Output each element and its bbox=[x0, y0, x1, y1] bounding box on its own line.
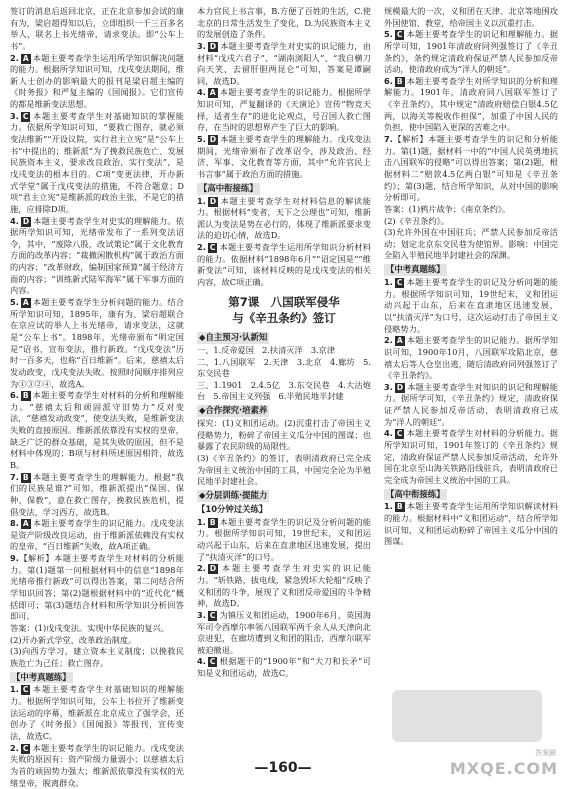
paragraph-text: 为镇压义和团运动，1900年6月，英国海军司令西摩尔率领八国联军两千余人从天津向北京进犯，在廊坊遭到义和团的阻击，西摩尔联军被迫撤退。 bbox=[197, 609, 371, 655]
answer-letter-badge: D bbox=[209, 196, 217, 206]
answer-paragraph bbox=[384, 428, 558, 486]
answer-letter-badge: D bbox=[396, 382, 404, 392]
answer-paragraph bbox=[384, 216, 558, 228]
answer-paragraph bbox=[384, 227, 558, 262]
answer-paragraph bbox=[10, 646, 184, 669]
answer-paragraph bbox=[197, 345, 371, 357]
question-number: 1. bbox=[197, 516, 206, 527]
answer-paragraph bbox=[197, 517, 371, 564]
paragraph-text: 本题主要考查学生的理解能力。根据“我们的民族是谁?”可知，维新派提出“保国、保种、保教”，意在救亡图存，挽救民族危机，提倡变法，学习西方，故选B。 bbox=[10, 471, 184, 517]
question-number: 6. bbox=[384, 75, 393, 86]
answer-letter-badge: D bbox=[209, 564, 217, 574]
question-number: 4. bbox=[10, 215, 19, 226]
paragraph-text: 本题主要考查学生对材料信息的解读能力。根据材料“变者，天下之公理也”可知，维新派认为变法是势在必行的，体现了维新派要求变法的迫切心情，故选D。 bbox=[197, 195, 371, 241]
paragraph-text: 二、1.八国联军 2.天津 3.北京 4.廊坊 5.东交民巷 bbox=[197, 356, 371, 379]
paragraph-text: 本题主要考查学生对史实的识记能力。“斩铁路，拔电线，紧急毁坏大轮船”反映了义和团的斗争，展现了义和团反帝爱国的斗争精神，故选D。 bbox=[197, 563, 371, 609]
paragraph-text: 本题主要考查学生对材料的分析和理解能力。“慈禧太后和顽固派守旧势力”反对变法，“慈禧发动政变”，使变法失败，是维新变法失败的直接原因。维新派依靠没有实权的皇帝，缺乏广泛的群众基础，是其失败的原因，但不是材料中体现的；B项与材料所述原因相符，故选B。 bbox=[10, 390, 184, 470]
answer-letter-badge: C bbox=[396, 429, 403, 439]
answer-paragraph bbox=[384, 76, 558, 134]
answer-paragraph bbox=[197, 242, 371, 289]
paragraph-text: 本题主要考查学生运用所学知识解读材料的能力。根据材料中“义和团运动”，结合所学知识可知，义和团运动粉碎了帝国主义瓜分中国的图谋。 bbox=[384, 501, 558, 547]
answer-letter-badge: B bbox=[22, 472, 29, 482]
paragraph-text: 本题主要考查学生的识记和理解能力。据所学可知，1901年清政府同列强签订了《辛丑条约》，条约规定清政府保证严禁人民参加反帝活动，使清政府成为“洋人的朝廷”。 bbox=[384, 29, 558, 75]
question-number: 3. bbox=[197, 609, 206, 620]
answer-letter-badge: B bbox=[209, 517, 216, 527]
question-number: 7. bbox=[10, 471, 19, 482]
answer-paragraph bbox=[10, 6, 184, 53]
answer-paragraph bbox=[197, 41, 371, 88]
paragraph-text: 本题主要考查学生的理解能力。戊戌变法期间，光绪帝颁布了改革诏令，涉及政治、经济、军事、文化教育等方面，其中“允许官民上书言事”属于政治方面的措施。 bbox=[197, 134, 371, 179]
paragraph-text: 本题主要考查学生的识记能力。据所学知识可知，1900年10月，八国联军攻陷北京，慈禧太后等人仓皇出逃，随后清政府同列强签订了《辛丑条约》。 bbox=[384, 335, 558, 381]
paragraph-text: 根据题干的“1900年”和“大刀和长矛”可知是义和团运动，故选C。 bbox=[197, 656, 371, 679]
paragraph-text: (3)向西方学习，建立资本主义制度；以挽救民族危亡为己任；救亡图存。 bbox=[10, 646, 184, 668]
answer-paragraph bbox=[384, 277, 558, 335]
question-number: 4. bbox=[197, 656, 206, 667]
answer-paragraph bbox=[10, 111, 184, 216]
paragraph-text: 答案：(1)鸦片战争；《南京条约》。 bbox=[384, 203, 511, 214]
paragraph-text: 本题主要考查学生对基础知识的理解能力。根据所学知识可知，公车上书拉开了维新变法运动的序幕，维新派在北京成立了强学会，还创办了《时务报》《国闻报》等报刊，宣传变法，故选C。 bbox=[10, 684, 184, 741]
watermark-subtitle: 答案圈 bbox=[535, 749, 556, 757]
watermark-logo: MXQE.COM bbox=[449, 759, 558, 778]
answer-paragraph bbox=[197, 453, 371, 488]
paragraph-text: 本题主要考查学生的识记能力。戊戌变法是资产阶级改良运动，由于维新派依赖没有实权的皇帝，“百日维新”失败，故A项正确。 bbox=[10, 518, 184, 552]
question-number: 1. bbox=[384, 501, 393, 512]
paragraph-text: 本题主要考查学生的识记及分析问题的能力。根据所学知识可知，19世纪末，义和团运动兴起于山东，后来在直隶地区迅速发展，提出了“扶清灭洋”的口号。 bbox=[197, 516, 371, 562]
paragraph-text: (2)《辛丑条约》。 bbox=[384, 215, 449, 226]
answer-letter-badge: C bbox=[22, 685, 29, 695]
question-number: 8. bbox=[10, 518, 19, 529]
paragraph-text: 本题主要考查学生的识记能力。根据所学知识可知，严复翻译的《天演论》宣传“物竞天择，适者生存”的进化论观点，号召国人救亡图存，在当时的思想界产生了巨大的影响。 bbox=[197, 87, 371, 133]
answer-paragraph bbox=[10, 684, 184, 742]
paragraph-text: 本题主要考查学生运用所学知识分析材料的能力。依据材料“1898年6月”“诏定国是”“维新变法”可知，该材料反映的是戊戌变法的相关内容，故C项正确。 bbox=[197, 242, 371, 288]
paragraph-text: 本题主要考查学生对材料的分析能力。据所学知识可知，1901年签订的《辛丑条约》规定，清政府保证严禁人民参加反帝活动，允许外国在北京至山海关铁路沿线驻兵，表明清政府已完全成为帝国主义统治中国的工具。 bbox=[384, 428, 558, 485]
question-number: 1. bbox=[197, 195, 206, 206]
paragraph-text: 探究：(1)义和团运动。(2)沉重打击了帝国主义侵略势力，粉碎了帝国主义瓜分中国的图谋；也暴露了农民阶级的局限性。 bbox=[197, 418, 371, 452]
column-left bbox=[10, 6, 184, 788]
question-number: 3. bbox=[197, 40, 206, 51]
answer-paragraph bbox=[197, 418, 371, 453]
paragraph-text: 答案：(1)戊戌变法。实现中华民族的复兴。 bbox=[10, 622, 169, 633]
answer-letter-badge: D bbox=[209, 135, 217, 145]
question-number: 5. bbox=[10, 297, 19, 308]
question-number: 4. bbox=[197, 87, 206, 98]
section-header: 【高中衔接练】 bbox=[199, 182, 258, 193]
question-number: 2. bbox=[384, 335, 393, 346]
paragraph-text: 三、1.1901 2.4.5亿 3.东交民巷 4.大沽炮台 5.帝国主义列强 6.半殖民地半封建 bbox=[197, 379, 371, 402]
answer-letter-badge: C bbox=[209, 243, 216, 253]
section-header: 【中考真题练】 bbox=[386, 264, 445, 275]
answer-letter-badge: C bbox=[22, 111, 29, 121]
paragraph-text: (3)允许外国在中国驻兵；严禁人民参加反帝活动；划定北京东交民巷为使馆界。影响：中国完全陷入半殖民地半封建社会的深渊。 bbox=[384, 227, 558, 261]
answer-paragraph bbox=[10, 390, 184, 471]
paragraph-text: 本题主要考查学生的识记能力。戊戌变法失败的原因有：资产阶级力量弱小；以慈禧太后为首的顽固势力强大；维新派依靠没有实权的光绪皇帝，脱离群众。 bbox=[10, 742, 184, 788]
answer-letter-badge: A bbox=[22, 298, 29, 308]
paragraph-text: 本题主要考查学生对所学知识的分析和理解能力。1901年，清政府同八国联军签订了《辛丑条约》，其中规定“清政府赔偿白银4.5亿两，以海关等税收作担保”，加重了中国人民的负担，使中国陷入更深的苦难之中。 bbox=[384, 75, 558, 133]
paragraph-text: 本题主要考查学生对知识的识记和理解能力。据所学可知，《辛丑条约》规定，清政府保证严禁人民参加反帝活动，表明清政府已成为“洋人的朝廷”。 bbox=[384, 381, 558, 427]
answer-letter-badge: C bbox=[396, 30, 403, 40]
answer-paragraph bbox=[10, 297, 184, 390]
paragraph-text: 本题主要考查学生对史实的理解能力。依据所学知识可知，光绪帝发布了一系列变法诏令，其中，“废除八股，改试策论”属于文化教育方面的改革内容；“裁撤闲散机构”属于政治方面的内容；“改革财政，编制国家预算”属于经济方面的内容；“训练新式陆军海军”属于军事方面的内容。 bbox=[10, 215, 184, 296]
section-header: 【高中衔接练】 bbox=[386, 488, 445, 499]
answer-letter-badge: A bbox=[22, 519, 29, 529]
question-number: 6. bbox=[10, 390, 19, 401]
paragraph-text: (2)开办新式学堂，改革政治制度。 bbox=[10, 634, 137, 645]
chapter-title: 第7课 八国联军侵华 与《辛丑条约》签订 bbox=[228, 294, 340, 326]
answer-letter-badge: B bbox=[22, 391, 29, 401]
paragraph-text: 本题主要考查学生对基础知识的掌握能力。依据所学知识可知，“要救亡图存，就必须变法维新”“开设议院，实行君主立宪”是“公车上书”中提出的；维新派“为了挽救民族危亡、发展民族资本主义，要求改良政治，实行变法”，是戊戌变法的根本目的。C项“变更法律，开办新式学堂”属于戊戌变法的措施，不符合题意；D项“君主立宪”是维新派的政治主张，不是它的措施，应排除D项。 bbox=[10, 110, 184, 214]
section-header: ◆合作探究·培素养 bbox=[199, 405, 268, 416]
answer-paragraph bbox=[197, 6, 371, 41]
answer-paragraph bbox=[197, 563, 371, 610]
watermark-stamp bbox=[392, 690, 542, 742]
question-number: 5. bbox=[384, 29, 393, 40]
answer-letter-badge: C bbox=[209, 657, 216, 667]
answer-letter-badge: B bbox=[396, 502, 403, 512]
answer-paragraph bbox=[197, 380, 371, 403]
answer-paragraph bbox=[10, 635, 184, 647]
answer-paragraph bbox=[197, 87, 371, 134]
paragraph-text: 【解析】本题主要考查学生对材料的分析能力。第(1)题第一问根据材料中的信息“1898年光绪帝推行新政”可以得出答案，第二问结合所学知识回答；第(2)题根据材料中的“近代化”概括即可；第(3)题结合材料和所学知识分析回答即可。 bbox=[10, 553, 184, 622]
answer-paragraph bbox=[384, 382, 558, 429]
answer-letter-badge: D bbox=[22, 216, 30, 226]
answer-paragraph bbox=[10, 518, 184, 553]
paragraph-text: 本题主要考查学生的识记及分析问题的能力。根据所学知识可知，19世纪末，义和团运动兴起于山东，后来在直隶地区迅速发展，以“扶清灭洋”为口号，这次运动打击了帝国主义侵略势力。 bbox=[384, 277, 558, 334]
question-number: 9. bbox=[10, 553, 19, 564]
answer-paragraph bbox=[10, 472, 184, 519]
paragraph-text: 本题主要考查学生运用所学知识解决问题的能力。根据所学知识可知，戊戌变法期间，维新人士创办的影响最大的报刊是梁启超主编的《时务报》和严复主编的《国闻报》。它们宣传的都是维新变法思想。 bbox=[10, 52, 184, 110]
paragraph-text: 一、1.反帝爱国 2.扶清灭洋 3.京津 bbox=[197, 344, 336, 355]
paragraph-text: 本力官民上书言事，B.方便了百姓的生活，C.使北京的日常生活发生了变化，D.为民族资本主义的发展创造了条件。 bbox=[197, 6, 371, 40]
column-right bbox=[384, 6, 558, 754]
answer-letter-badge: A bbox=[396, 336, 403, 346]
paragraph-text: 【解析】本题主要考查学生的识记和分析能力。第(1)题，据材料一中的“中国人民英勇地抗击八国联军的侵略”可以得出答案；第(2)题，根据材料二“赔款4.5亿两白银”可知是《辛丑条约》；第(3)题，结合所学知识，从对中国的影响分析即可。 bbox=[384, 134, 558, 203]
answer-letter-badge: B bbox=[396, 76, 403, 86]
question-number: 7. bbox=[384, 134, 393, 145]
answer-letter-badge: A bbox=[209, 88, 216, 98]
column-middle bbox=[197, 6, 371, 754]
question-number: 3. bbox=[10, 110, 19, 121]
paragraph-text: 规模最大的一次，义和团在天津、北京等地围攻外国使馆、教堂，给帝国主义以沉重打击。 bbox=[384, 6, 558, 28]
answer-paragraph bbox=[384, 134, 558, 204]
answer-paragraph bbox=[10, 623, 184, 635]
page-number: —160— bbox=[254, 760, 312, 776]
answer-letter-badge: C bbox=[22, 743, 29, 753]
question-number: 1. bbox=[10, 684, 19, 695]
answer-paragraph bbox=[10, 216, 184, 297]
answer-paragraph bbox=[10, 553, 184, 623]
paragraph-text: 本题主要考查学生分析问题的能力。结合所学知识可知，1895年，康有为、梁启超联合在京应试的举人上书光绪帝，请求变法，这就是“公车上书”。1898年，光绪帝颁布“明定国是”诏书，宣布变法，推行新政。“戊戌变法”历时一百多天，也称“百日维新”。后来，慈禧太后发动政变，戊戌变法失败。按照时间顺序排列应为①③②④，故选A。 bbox=[10, 297, 184, 389]
paragraph-text: 本题主要考查学生对史实的识记能力，由材料“戊戌六君子”、“湖南浏阳人”、“我自横刀向天笑，去留肝胆两昆仑”可知，答案是谭嗣同，故选D。 bbox=[197, 40, 371, 86]
answer-paragraph bbox=[197, 134, 371, 181]
subheading: 【10分钟过关练】 bbox=[197, 503, 268, 514]
answer-paragraph bbox=[384, 335, 558, 382]
answer-paragraph bbox=[384, 6, 558, 29]
question-number: 1. bbox=[384, 277, 393, 288]
answer-paragraph bbox=[384, 501, 558, 548]
question-number: 2. bbox=[197, 563, 206, 574]
answer-paragraph bbox=[10, 53, 184, 111]
answer-paragraph bbox=[384, 204, 558, 216]
question-number: 2. bbox=[197, 242, 206, 253]
section-header: ◆分层训练·提能力 bbox=[199, 489, 268, 500]
answer-letter-badge: A bbox=[22, 53, 29, 63]
answer-paragraph bbox=[197, 357, 371, 380]
paragraph-text: (3)《辛丑条约》的签订，表明清政府已完全成为帝国主义统治中国的工具，中国完全沦为半殖民地半封建社会。 bbox=[197, 452, 371, 487]
question-number: 3. bbox=[384, 381, 393, 392]
question-number: 5. bbox=[197, 134, 206, 145]
question-number: 2. bbox=[10, 742, 19, 753]
section-header: ◆自主预习·认新知 bbox=[199, 332, 268, 342]
answer-paragraph bbox=[197, 196, 371, 243]
question-number: 2. bbox=[10, 52, 19, 63]
paragraph-text: 签订的消息后返回北京，正在北京参加会试的康有为，梁启超得知以后，立即组织一千三百多名举人，联名上书光绪帝，请求变法。即“公车上书”。 bbox=[10, 6, 184, 51]
answer-paragraph bbox=[197, 656, 371, 679]
answer-paragraph bbox=[384, 29, 558, 76]
answer-letter-badge: D bbox=[209, 41, 217, 51]
section-header: 【中考真题练】 bbox=[12, 671, 71, 682]
question-number: 4. bbox=[384, 428, 393, 439]
answer-paragraph bbox=[197, 610, 371, 657]
answer-letter-badge: C bbox=[209, 610, 216, 620]
answer-letter-badge: C bbox=[396, 278, 403, 288]
